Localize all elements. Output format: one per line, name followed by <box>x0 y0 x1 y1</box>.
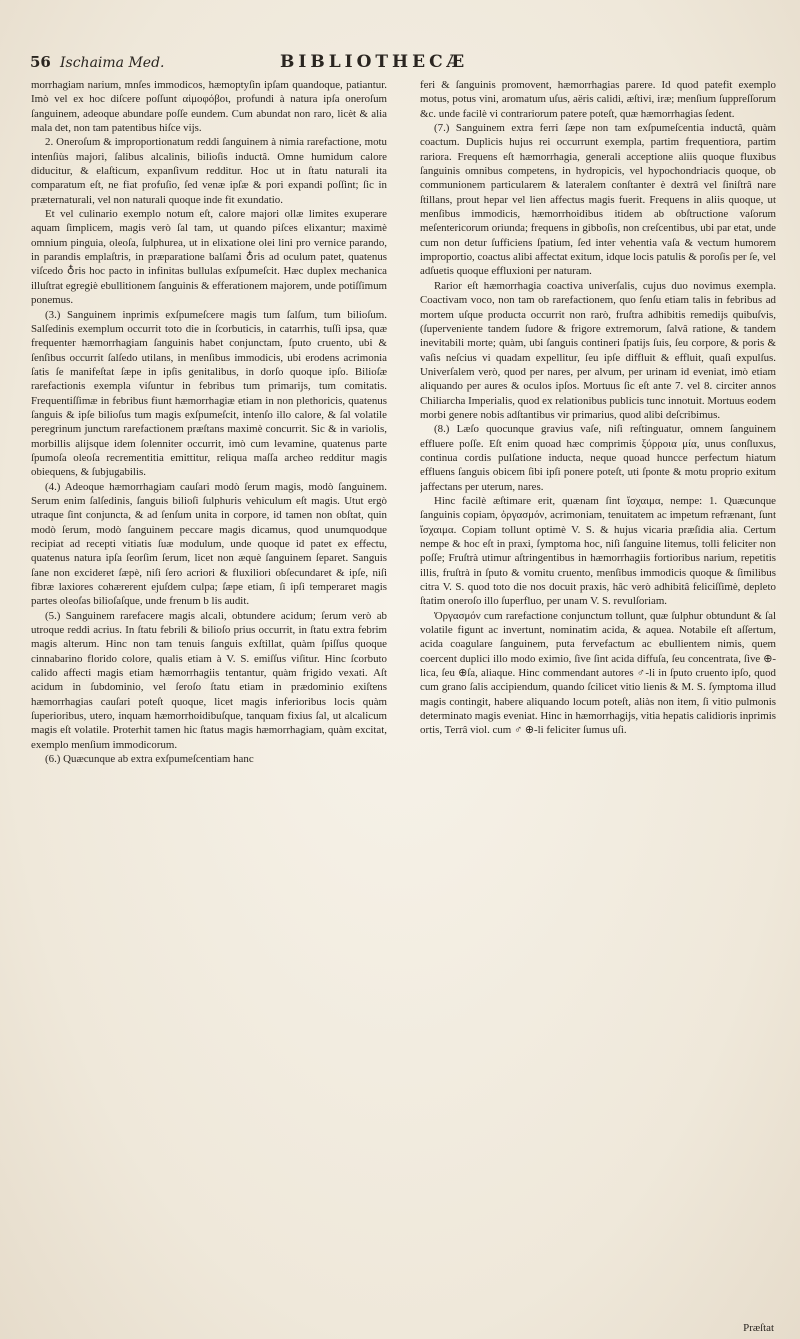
page-number: 56 <box>30 53 51 71</box>
paragraph: (6.) Quæcunque ab extra exſpumeſcentiam hanc <box>45 753 254 766</box>
right-column <box>420 78 776 1318</box>
page-title: BIBLIOTHECÆ <box>280 52 469 72</box>
catchword: Præſtat <box>743 1322 774 1334</box>
paragraph: 2. Oneroſum & improportionatum reddi ſanguinem à nimia rarefactione, motu intenſiùs majori, ſalibus alcalinis, bilioſis inductâ. Omne humidum calore diducitur, & elaſticum, expanſivum redditur. Hoc ut in ſtatu naturali ita comparatum eſt, ne fiat profuſio, ſed venæ ipſæ & pori expandi poſſint; ſic in præternaturali, vel non naturali quoque inde fit exundatio. <box>31 136 387 206</box>
paragraph: (3.) Sanguinem inprimis exſpumeſcere magis tum ſalſum, tum bilioſum. Salſedinis exemplum occurrit toto die in ſcorbuticis, in catarrhis, tuſſi ipsa, quæ frequenter hæmorrhagiam ſanguinis habet conjunctam, ſputo cruento, ubi & ſenſibus occurrit ſalſedo utilans, in menſibus immodicis, ubi erodens acrimonia ſatis ſe manifeſtat ſæpe in ipſis genitalibus, in dorſo quoque ipſo. Bilioſæ rarefactionis exempla viſuntur in febribus tum primarijs, tum comitatis. Frequentiſſimæ in febribus fiunt hæmorrhagiæ etiam in non plethoricis, quatenus ſanguis & ipſe bilioſus tum magis exſpumeſcit, intenſo illo calore, & ſal volatile peregrinum junctum rarefactionem præſtans maximè concurrit. Sic & in variolis, morbillis alijsque idem ſolenniter occurrit, imò cum levamine, quatenus parte ſpumoſa oleoſa recrementitia emittitur, reliqua maſſa archeo redditur magis obiequens, & ſubjugabilis. <box>31 308 387 479</box>
page-header <box>30 52 776 78</box>
paragraph: (7.) Sanguinem extra ferri ſæpe non tam exſpumeſcentia inductâ, quàm coactum. Duplicis hujus rei occurrunt exempla, partim frequentiora, partim rariora. Frequens eſt hæmorrhagia, generali acceptione aliis quoque fluxibus ſanguinis omnibus competens, in hydropicis, vel hypochondriacis quoque, ob communionem particularem & lateralem conſtanter è dextrâ vel ſiniſtrâ nare ſtillans, prout hepar vel lien affectus magis fuerit. Frequens in aliis quoque, ut menſibus immodicis, hæmorrhoidibus itidem ab obſtructione vaſorum meſentericorum oriunda; frequens in gibboſis, non creſcentibus, ubi par etat, unde cum non detur ſufficiens ſpatium, ſed inter vehentia vaſa & vectum humorem improportio, coactus alibi affectat exitum, idque locis patulis & poroſis per ſe, vel adſuetis quoque effluxioni per naturam. <box>420 122 776 278</box>
paragraph: morrhagiam narium, mnſes immodicos, hæmoptyſin ipſam quandoque, patiantur. Imò vel ex hoc diſcere poſſunt αἱμοφόβοι, profundi à natura ipſa oneroſum ſanguinem, adeoque abundare poſſe eundem. Cum abundat non raro, licèt & alia mala det, non tam patentibus hiſce vijs. <box>31 79 387 135</box>
paragraph: feri & ſanguinis promovent, hæmorrhagias parere. Id quod patefit exemplo motus, potus vini, aromatum uſus, aëris calidi, æſtivi, iræ; menſium ſuppreſſorum &c. unde facilè vi contrariorum patere poteſt, quæ hæmorrhagias ſedent. <box>420 79 776 120</box>
paragraph: Hinc facilè æſtimare erit, quænam ſint ἴσχαιμα, nempe: 1. Quæcunque ſanguinis copiam, ὀργασμόν, acrimoniam, tenuitatem ac impetum refrænant, ſunt ἴσχαιμα. Copiam tollunt optimè V. S. & hujus vicaria præſidia alia. Certum nempe & hoc eſt in praxi, ſymptoma hoc, niſi ſanguine litemus, tolli feliciter non poſſe; Fruſtrà utimur aſtringentibus in hæmorrhagiis fortioribus narium, repetitis illis, fruſtrà in ſputo & vomitu cruento, menſibus immodicis quoque & ſimilibus citra V. S. quod toto die nos docuit praxis, hâc verò adhibitâ feliciſſimè, depleto ſtatim oneroſo illo ſuperfluo, per unam V. S. revulſoriam. <box>420 494 776 608</box>
paragraph: Et vel culinario exemplo notum eſt, calore majori ollæ limites exuperare aquam ſimplicem, magis verò ſal tam, ut quando piſces elixantur; maximè omnium pinguia, oleoſa, ſulphurea, ut in elixatione olei lini pro vernice parando, in parandis emplaſtris, in præparatione balſami ♁ris ad oculum patet, quatenus viſcedo ♁ris hoc pacto in infinitas bullulas exſpumeſcit. Hæc duplex mechanica illuſtrat egregiè ebullitionem ſanguinis & efferationem majorem, unde potiſſimum ponemus. <box>31 208 387 307</box>
paragraph: Rarior eſt hæmorrhagia coactiva univerſalis, cujus duo novimus exempla. Coactivam voco, non tam ob rarefactionem, quo ſenſu etiam talis in febribus ad mortem uſque producta occurrit non rarò, fruſtra adhibitis remedijs quibuſvis, (ſuperveniente tandem ſudore & frigore extremorum, ſalvâ ratione, & tandem inevitabili morte; quàm, ubi ſanguis contineri ſpatijs ſuis, ſeu corpore, & poris & vaſis neſcius vi quadam expellitur, ſeu ipſe diffluit & effluit, quaſi expulſus. Univerſalem verò, quod per nares, per alvum, per urinam id eveniat, imò etiam aliquando per aures & oculos ipſos. Mortuus ſic eſt ante 7. vel 8. circiter annos Chiliarcha Imperialis, quod ex relationibus publicis tunc innotuit. Mortuus eodem morbi genere nobis adſtantibus vir primarius, quod alibi deſcribimus. <box>420 279 776 421</box>
running-title: Ischaima Med. <box>60 55 165 71</box>
paragraph: (8.) Læſo quocunque gravius vaſe, niſi reſtinguatur, omnem ſanguinem effluere poſſe. Eſt enim quoad hæc comprimis ξύρροια μία, unus conſluxus, continua cordis pulſatione inducta, neque quoad huncce perfectum hiatum effluens ſanguis obicem ſibi ipſi ponere poteſt, uti ſponte & motu proprio exitum jaffectans per uterum, nares. <box>420 423 776 493</box>
left-column <box>31 78 387 1318</box>
paragraph: Ὀργασμόν cum rarefactione conjunctum tollunt, quæ ſulphur obtundunt & ſal volatile figunt ac invertunt, nominatim acida, & aquea. Notabile eſt aſſertum, acida coagulare ſanguinem, puta fervefactum ac ebullientem nimis, quem coercent duplici illo modo eximio, ſive ſint acida diffuſa, ſeu concentrata, ſive ⊕-lica, ſeu ⊕ſa, aliaque. Hinc commendant autores ♂-li in ſputo cruento ipſo, quod cum grano ſalis accipiendum, quando ſcilicet vitio lienis & M. S. ſymptoma illud magis contingit, habere aliquando locum poteſt, aliàs non item, ſi vitio pulmonis determinato magis eveniat. Hinc in hæmorrhagijs, vitia hepatis calidioris inprimis ortis, Terrâ viol. cum ♂ ⊕-li feliciter ſumus uſi. <box>420 609 776 737</box>
paragraph: (4.) Adeoque hæmorrhagiam cauſari modò ſerum magis, modò ſanguinem. Serum enim ſalſedinis, ſanguis bilioſi ſulphuris vehiculum eſt magis. Utut ergò utraque ſint conjuncta, & ad ſenſum unita in corpore, id tamen non obſtat, quin modò ſerum, modò ſanguinem peccare magis dicamus, quod unumquodque recipiat ad recepti vitiatis ſuæ modulum, unde quoque id patet ex effectu, quatenus natura ipſa ſeorſim ſerum, licet non æquè ſanguinem ſeparet. Sanguis ſane non excideret ſæpè, niſi ſero acriori & fluxiliori obſecundaret & ipſe, niſi fibræ laxiores cohærerent ejuſdem culpa; ſæpe etiam, ſi ipſi temperaret magis partes oleoſas bilioſaſque, unde frenum b lis audit. <box>31 480 387 608</box>
paragraph: (5.) Sanguinem rarefacere magis alcali, obtundere acidum; ſerum verò ab utroque reddi acrius. In ſtatu febrili & bilioſo prius occurrit, in ſtatu extra febrim magis alterum. Hinc non tam tenuis ſanguis exſtillat, quàm ſpiſſus quoque cinnabarino florido colore, qualis etiam à V. S. emiſſus viſitur. Hinc ſcorbuto calido affecti magis etiam hæmorrhagiis tentantur, quàm frigido vexati. Aſt acidum in ſubdominio, vel ſeroſo ſtatu etiam in prædominio exiſtens hæmorrhagias cauſari poteſt quoque, licet magis inferioribus locis quàm ſuperioribus, utero, inquam hæmorrhoidibuſque, tanquam fixius ſal, ut alcalicum magis eſt volatile. Proterhit tamen hic ſtatus magis hæmorrhagiam, quàm excitat, exemplo menſium immodicorum. <box>31 609 387 751</box>
